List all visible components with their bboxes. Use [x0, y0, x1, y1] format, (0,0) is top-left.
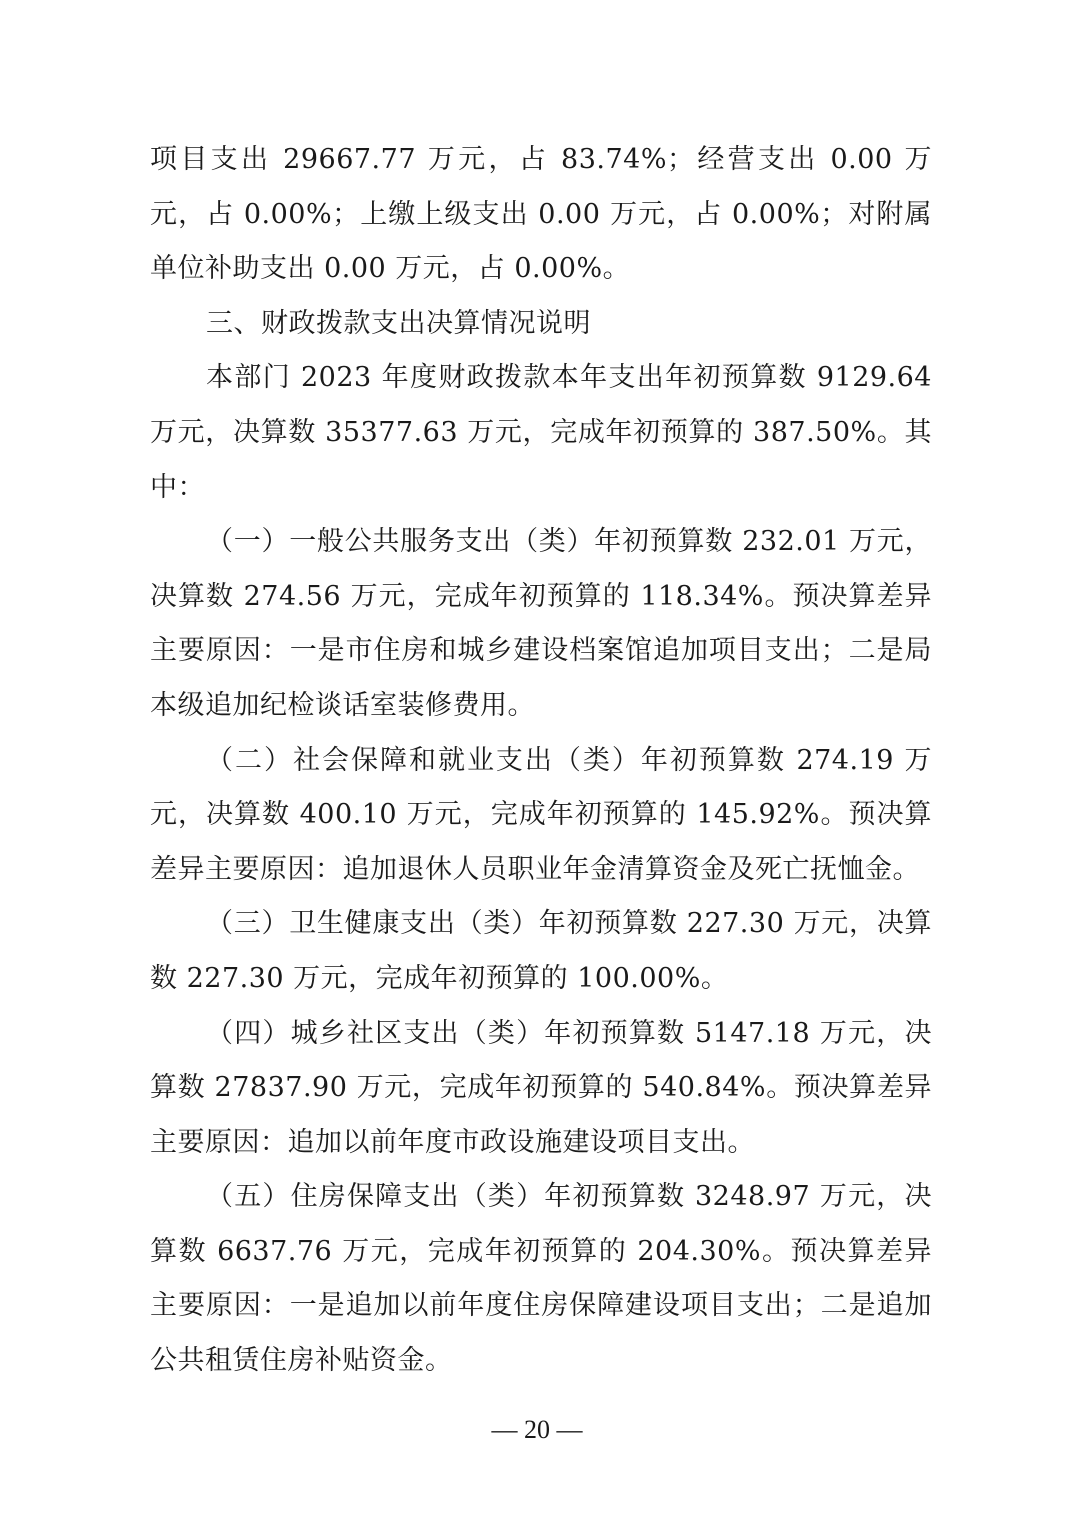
paragraph-social-security: （二）社会保障和就业支出（类）年初预算数 274.19 万元，决算数 400.10 万元，完成年初预算的 145.92%。预决算差异主要原因：追加退休人员职业年金清算资金及死亡抚恤金。	[150, 744, 932, 885]
section-heading-fiscal-appropriation: 三、财政拨款支出决算情况说明	[206, 307, 591, 339]
page-number: — 20 —	[491, 1415, 583, 1444]
paragraph-general-public-services: （一）一般公共服务支出（类）年初预算数 232.01 万元，决算数 274.56 万元，完成年初预算的 118.34%。预决算差异主要原因：一是市住房和城乡建设档案馆追加项目支出；二是局本级追加纪检谈话室装修费用。	[150, 526, 932, 721]
document-body	[150, 133, 932, 1389]
paragraph-housing-security: （五）住房保障支出（类）年初预算数 3248.97 万元，决算数 6637.76 万元，完成年初预算的 204.30%。预决算差异主要原因：一是追加以前年度住房保障建设项目支出；二是追加公共租赁住房补贴资金。	[150, 1181, 932, 1377]
paragraph-fiscal-summary: 本部门 2023 年度财政拨款本年支出年初预算数 9129.64 万元，决算数 35377.63 万元，完成年初预算的 387.50%。其中：	[150, 362, 932, 503]
paragraph-health: （三）卫生健康支出（类）年初预算数 227.30 万元，决算数 227.30 万元，完成年初预算的 100.00%。	[150, 908, 932, 994]
paragraph-urban-rural-community: （四）城乡社区支出（类）年初预算数 5147.18 万元，决算数 27837.90 万元，完成年初预算的 540.84%。预决算差异主要原因：追加以前年度市政设施建设项目支出。	[150, 1017, 932, 1158]
paragraph-expenditure-continued: 项目支出 29667.77 万元，占 83.74%；经营支出 0.00 万元，占 0.00%；上缴上级支出 0.00 万元，占 0.00%；对附属单位补助支出 0.00 万元，占 0.00%。	[150, 144, 932, 285]
